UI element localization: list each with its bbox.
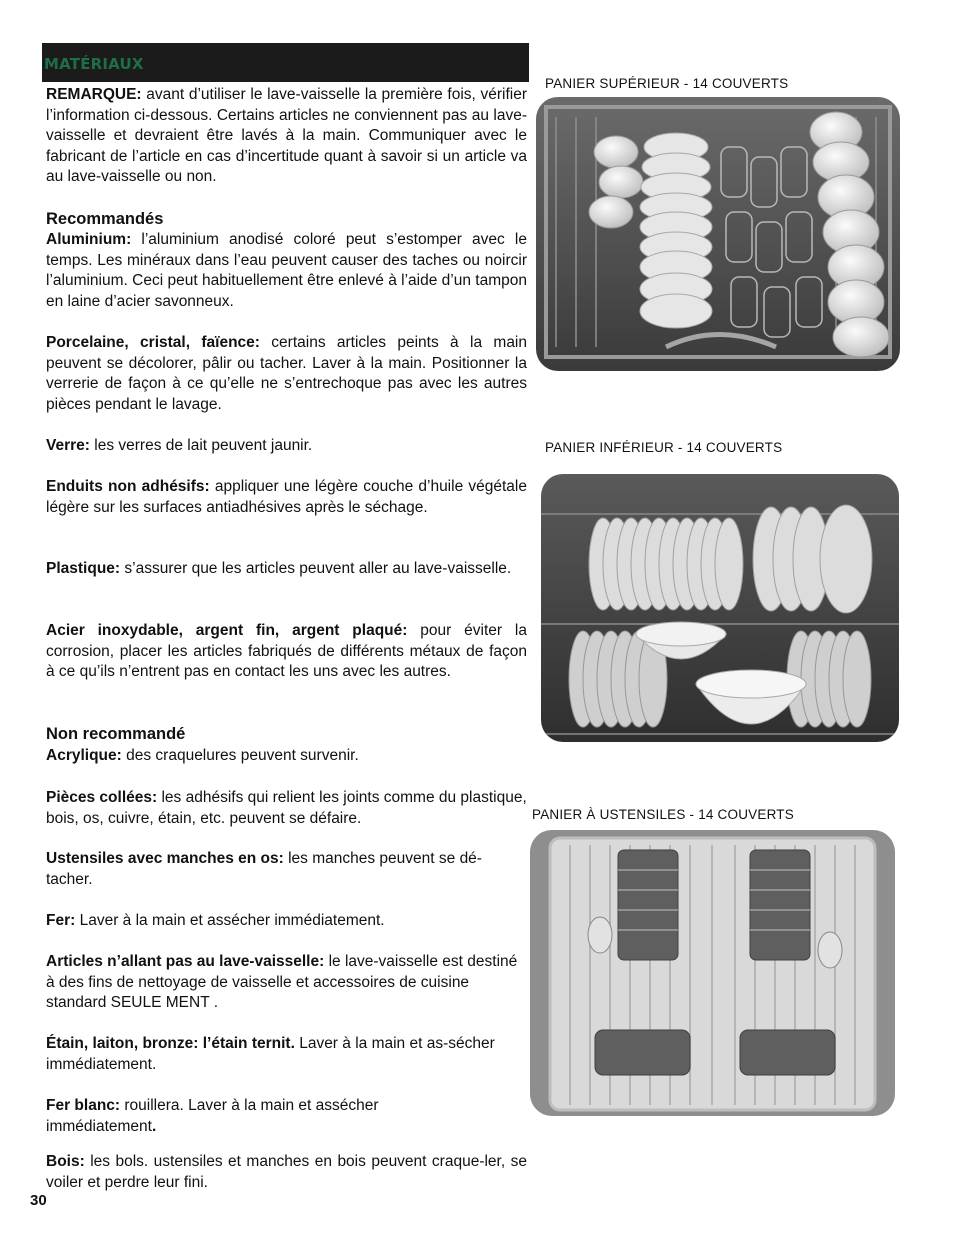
item-glued xyxy=(46,788,527,829)
item-label: Acrylique: xyxy=(46,747,122,764)
item-text: rouillera. Laver à la main et assécher immédiatement xyxy=(46,1097,379,1135)
item-label: Plastique: xyxy=(46,560,121,577)
item-wood xyxy=(46,1152,527,1193)
item-text: les adhésifs qui relient les joints comme du plastique, bois, os, cuivre, étain, etc. peuvent se défaire. xyxy=(46,789,527,827)
caption-upper-rack: PANIER SUPÉRIEUR - 14 COUVERTS xyxy=(545,76,789,91)
item-text: s’assurer que les articles peuvent aller au lave-vaisselle. xyxy=(120,560,512,577)
item-text: des craquelures peuvent survenir. xyxy=(121,747,359,764)
item-label: Enduits non adhésifs: xyxy=(46,478,210,495)
remark-text: avant d’utiliser le lave-vaisselle la première fois, vérifier l’information ci-dessous. Certains articles ne conviennent pas au lave-vaisselle et devraient être lavés à la main. Communiquer avec le fabricant de l’article en cas d’incertitude quant à savoir si un article va au lave-vaisselle ou non. xyxy=(46,86,527,185)
item-glass xyxy=(46,436,527,457)
not-recommended-heading: Non recommandé xyxy=(46,725,186,743)
item-bone-handles xyxy=(46,849,527,890)
lower-rack-photo xyxy=(541,474,899,742)
item-text: certains articles peints à la main peuvent se décolorer, pâlir ou tacher. Laver à la main. Positionner la verrerie de façon à ce qu’elle ne s’entrechoque pas avec les autres pièces pendant le lavage. xyxy=(46,334,528,413)
utensil-basket-photo xyxy=(530,830,895,1116)
item-pewter xyxy=(46,1034,501,1075)
item-aluminium xyxy=(46,230,527,312)
item-stainless xyxy=(46,621,527,683)
item-label: Ustensiles avec manches en os: xyxy=(46,850,284,867)
upper-rack-photo xyxy=(536,97,900,371)
item-text: les verres de lait peuvent jaunir. xyxy=(89,437,313,454)
section-header-bar xyxy=(42,43,529,82)
page-number: 30 xyxy=(30,1192,47,1209)
item-non-dishwasher xyxy=(46,952,527,1014)
item-label: Aluminium: xyxy=(46,231,132,248)
item-text: les manches peuvent se dé-tacher. xyxy=(46,850,482,888)
caption-lower-rack: PANIER INFÉRIEUR - 14 COUVERTS xyxy=(545,440,783,455)
item-label: Verre: xyxy=(46,437,90,454)
section-title: MATÉRIAUX xyxy=(44,55,144,73)
item-text: l’aluminium anodisé coloré peut s’estomper avec le temps. Les minéraux dans l’eau peuvent causer des taches ou noircir l’aluminium. Ceci peut habituellement être enlevé à l’aide d’un tampon en laine d’acier savonneux. xyxy=(46,231,527,310)
remark-label: REMARQUE: xyxy=(46,86,142,103)
item-label: Bois: xyxy=(46,1153,85,1170)
item-label: Étain, laiton, bronze: l’étain ternit. xyxy=(46,1035,295,1052)
item-label: Acier inoxydable, argent fin, argent plaqué: xyxy=(46,622,408,639)
item-text: le lave-vaisselle est destiné à des fins de nettoyage de vaisselle et accessoires de cuisine standard SEULE MENT . xyxy=(46,953,518,1011)
remark-paragraph xyxy=(46,85,527,188)
item-label: Porcelaine, cristal, faïence: xyxy=(46,334,260,351)
caption-utensil-basket: PANIER À USTENSILES - 14 COUVERTS xyxy=(532,807,794,822)
item-tin xyxy=(46,1096,426,1137)
item-text: pour éviter la corrosion, placer les articles fabriqués de différents métaux de façon à ce qu’ils n’entrent pas en contact les uns avec les autres. xyxy=(46,622,527,680)
item-text: Laver à la main et as-sécher immédiatement. xyxy=(46,1035,495,1073)
item-text: appliquer une légère couche d’huile végétale légère sur les surfaces antiadhésives après le séchage. xyxy=(46,478,527,516)
item-tail: . xyxy=(151,1117,157,1135)
item-label: Articles n’allant pas au lave-vaisselle: xyxy=(46,953,325,970)
item-label: Pièces collées: xyxy=(46,789,158,806)
item-label: Fer: xyxy=(46,912,76,929)
item-porcelain xyxy=(46,333,527,415)
item-plastic xyxy=(46,559,527,580)
recommended-heading: Recommandés xyxy=(46,210,164,228)
item-acrylic xyxy=(46,746,527,767)
item-label: Fer blanc: xyxy=(46,1097,121,1114)
item-nonstick xyxy=(46,477,527,518)
item-iron xyxy=(46,911,527,932)
item-text: les bols. ustensiles et manches en bois peuvent craque-ler, se voiler et perdre leur fini. xyxy=(46,1153,527,1191)
item-text: Laver à la main et assécher immédiatement. xyxy=(75,912,385,929)
